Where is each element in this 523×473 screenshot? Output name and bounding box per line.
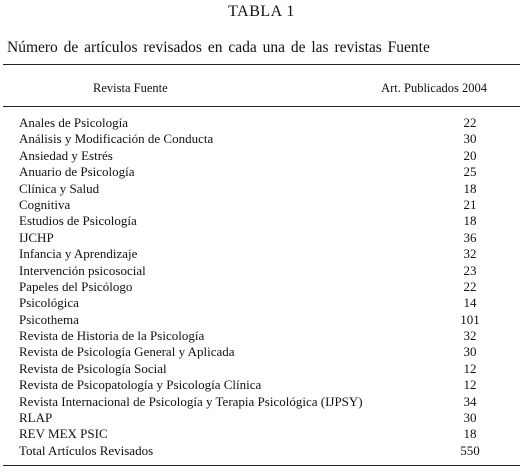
journal-name: Análisis y Modificación de Conducta [19,131,214,147]
article-count: 30 [463,131,477,147]
article-count: 22 [463,278,477,294]
header-rule [3,106,520,107]
article-count: 23 [463,262,477,278]
article-count: 30 [463,344,477,360]
journal-name: Revista de Psicopatología y Psicología Clínica [19,377,262,393]
table-row [0,213,523,229]
table-row [0,394,523,410]
article-count: 12 [463,360,477,376]
table-row [0,426,523,442]
table-row [0,377,523,393]
bottom-rule [3,465,520,466]
journal-name: Revista de Historia de la Psicología [19,328,205,344]
table-row [0,361,523,377]
journal-name: Intervención psicosocial [19,262,146,278]
journal-name: RLAP [19,410,53,426]
table-row [0,295,523,311]
article-count: 22 [463,115,477,130]
article-count: 18 [463,180,477,196]
journal-name: IJCHP [19,229,54,245]
journal-name: Revista Internacional de Psicología y Terapia Psicológica (IJPSY) [19,393,363,409]
table-row [0,279,523,295]
table-body [0,115,523,459]
article-count: 34 [463,393,477,409]
total-label: Total Artículos Revisados [19,442,154,458]
table-row [0,344,523,360]
table-row [0,410,523,426]
top-rule [3,64,520,65]
journal-name: Revista de Psicología Social [19,360,167,376]
journal-name: Psicothema [19,311,79,327]
article-count: 18 [463,426,477,442]
table-row [0,246,523,262]
table-row [0,181,523,197]
total-row [0,443,523,459]
journal-name: REV MEX PSIC [19,426,108,442]
article-count: 32 [463,328,477,344]
table-row [0,312,523,328]
article-count: 12 [463,377,477,393]
table-row [0,131,523,147]
article-count: 36 [463,229,477,245]
article-count: 18 [463,213,477,229]
total-count: 550 [460,442,480,458]
table-row [0,230,523,246]
journal-name: Psicológica [19,295,79,311]
table-label: TABLA 1 [228,3,295,20]
article-count: 101 [460,311,480,327]
journal-name: Anuario de Psicología [19,164,135,180]
table-row [0,328,523,344]
table-row [0,164,523,180]
journal-name: Anales de Psicología [19,115,129,130]
journal-name: Estudios de Psicología [19,213,137,229]
journal-name: Cognitiva [19,196,71,212]
table-row [0,115,523,131]
journal-name: Revista de Psicología General y Aplicada [19,344,235,360]
journal-name: Ansiedad y Estrés [19,147,113,163]
journal-name: Papeles del Psicólogo [19,278,133,294]
article-count: 21 [463,196,477,212]
column-header-journal: Revista Fuente [93,81,168,95]
journal-name: Clínica y Salud [19,180,100,196]
article-count: 25 [463,164,477,180]
article-count: 32 [463,246,477,262]
column-header-count: Art. Publicados 2004 [381,81,487,95]
table-row [0,197,523,213]
table-caption: Número de artículos revisados en cada una de las revistas Fuente [7,39,430,56]
article-count: 30 [463,410,477,426]
table-row [0,263,523,279]
journal-name: Infancia y Aprendizaje [19,246,138,262]
article-count: 20 [463,147,477,163]
table-row [0,148,523,164]
article-count: 14 [463,295,477,311]
